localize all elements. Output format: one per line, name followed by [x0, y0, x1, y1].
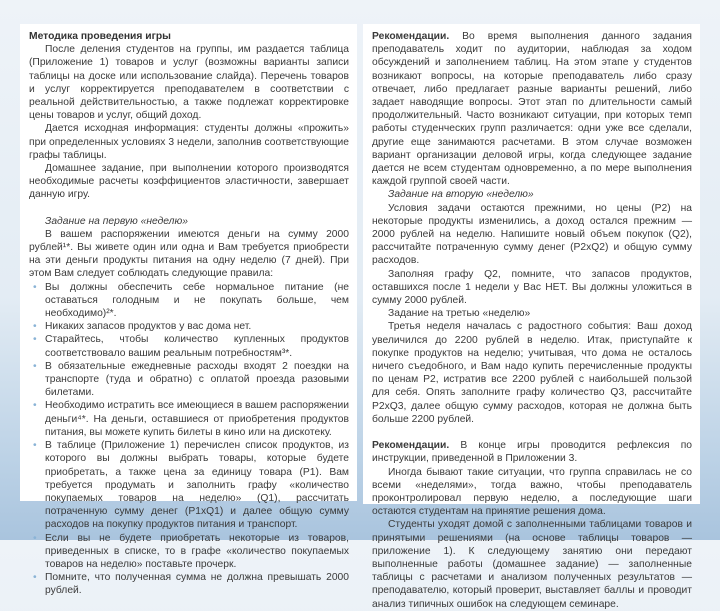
paragraph: Условия задачи остаются прежними, но цены (P2) на некоторые продукты изменились, а доход остался прежним — 2000 рублей на неделю. Напишите новый объем покупок (Q2), рассчитайте потраченную сумму денег (P2xQ2) и общую сумму расходов.	[372, 202, 692, 267]
rule-item: • В обязательные ежедневные расходы входят 2 поездки на транспорте (туда и обратно) с оплатой проезда разовыми билетами.	[43, 360, 349, 400]
rules-list	[29, 281, 349, 598]
rule-item: • Если вы не будете приобретать некоторые из товаров, приведенных в списке, то в графе «количество покупаемых товаров на неделю» поставьте прочерк.	[43, 532, 349, 572]
paragraph: Домашнее задание, при выполнении которого производятся необходимые расчеты коэффициентов эластичности, завершает данную игру.	[29, 163, 349, 201]
week1-title: Задание на первую «неделю»	[45, 215, 188, 227]
rule-item: • В таблице (Приложение 1) перечислен список продуктов, из которого вы должны выбрать товары, которые будете приобретать, а также цена за единицу товара (P1). Вам требуется продумать и заполнить графу «количество покупаемых товаров на неделю» (Q1), рассчитать потраченную сумму денег (P1xQ1) и далее общую сумму расходов на покупку продуктов питания и транспорт.	[43, 439, 349, 531]
rule-item: • Старайтесь, чтобы количество купленных продуктов соответствовало вашим реальным потребностям³*.	[43, 333, 349, 359]
right-page-column	[363, 24, 700, 610]
recommendation-2	[372, 439, 692, 465]
rule-item: • Никаких запасов продуктов у вас дома нет.	[43, 320, 349, 333]
paragraph: Дается исходная информация: студенты должны «прожить» при определенных условиях 3 недели, заполнив соответствующие графы таблицы.	[29, 123, 349, 161]
left-page-column	[20, 24, 357, 597]
recommendation-1	[372, 30, 692, 188]
week3-text: Третья неделя началась с радостного события: Ваш доход увеличился до 2200 рублей в неделю. Итак, приступайте к покупке продуктов на неделю; учитывая, что дома не осталось ничего съедобного, и Вам надо купить перечисленные продукты по ценам P2, истратив все 2200 рублей с наибольшей пользой для себя. Опять заполните графу количество Q3, рассчитайте P2xQ3, далее общую сумму расходов, которая не должна быть больше 2200 рублей.	[372, 321, 692, 425]
week2-title: Задание на вторую «неделю»	[388, 189, 534, 201]
recommendation-text: В конце игры проводится рефлексия по инструкции, приведенной в Приложении 3.	[372, 440, 692, 465]
recommendation-text: Во время выполнения данного задания преподаватель ходит по аудитории, наблюдая за ходом обсуждений и заполнением таблиц. На этом этапе у студентов возникают вопросы, на которые преподаватель либо сразу отвечает, либо предлагает разные варианты решений, либо задает наводящие вопросы. Этот этап по длительности самый продолжительный. Часто возникают ситуации, при которых темп работы студенческих групп различается: одни уже все сделали, другие еще занимаются расчетами. В этом случае возможен вариант организации деловой игры, когда следующее задание дается не всем студентам одновременно, а по мере выполнения каждой группой своей части.	[372, 31, 692, 188]
rule-item: • Вы должны обеспечить себе нормальное питание (не оставаться голодным и не покупать больше, чем необходимо)²*.	[43, 281, 349, 321]
paragraph: После деления студентов на группы, им раздается таблица (Приложение 1) товаров и услуг (возможны варианты записи таблицы на доске или использование слайда). Перечень товаров и услуг корректируется преподавателем в соответствии с реальной действительностью, а также подлежат корректировке цены товаров и услуг, общий доход.	[29, 44, 349, 122]
paragraph: Заполняя графу Q2, помните, что запасов продуктов, оставшихся после 1 недели у Вас НЕТ. Вы должны уложиться в сумму 2000 рублей.	[372, 268, 692, 307]
paragraph: Студенты уходят домой с заполненными таблицами товаров и принятыми решениями (на основе таблицы товаров — приложение 1). К следующему занятию они передают выполненные работы (домашнее задание) — заполненные таблицы с расчетами и анализом полученных результатов — преподавателю, который проверит, выставляет баллы и проводит анализ типичных ошибок на следующем семинаре.	[372, 519, 692, 610]
rule-item: • Помните, что полученная сумма не должна превышать 2000 рублей.	[43, 571, 349, 597]
paragraph: Иногда бывают такие ситуации, что группа справилась не со всеми «неделями», тогда важно, чтобы преподаватель проконтролировал первую неделю, а последующие шаги остаются студентам на принятие решения дома.	[372, 466, 692, 518]
recommendation-label: Рекомендации.	[372, 31, 450, 42]
recommendation-label: Рекомендации.	[372, 440, 450, 452]
week1-text: В вашем распоряжении имеются деньги на сумму 2000 рублей¹*. Вы живете один или одна и Вам требуется приобрести на эти деньги продукты питания на одну неделю (7 дней). При этом Вам следует соблюдать следующие правила:	[29, 228, 349, 280]
week3-title: Задание на третью «неделю»	[388, 308, 531, 320]
section-heading: Методика проведения игры	[29, 31, 171, 42]
rule-item: • Необходимо истратить все имеющиеся в вашем распоряжении деньги⁴*. На деньги, оставшиеся от приобретения продуктов питания, вы можете купить билеты в кино или на дискотеку.	[43, 399, 349, 439]
